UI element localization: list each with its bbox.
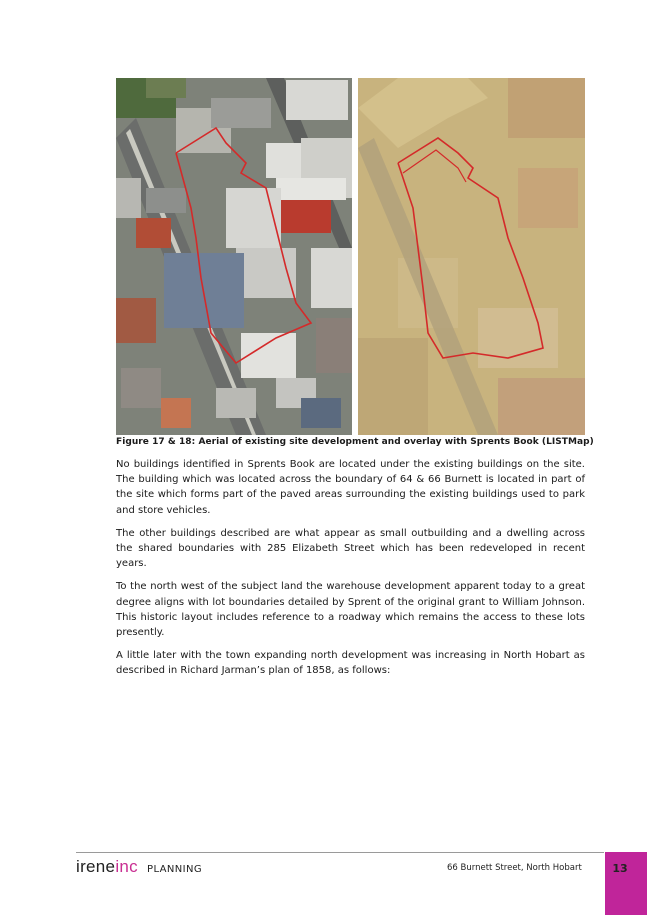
footer-address: 66 Burnett Street, North Hobart (447, 863, 582, 873)
brand-planning: PLANNING (147, 864, 203, 875)
figure (116, 78, 585, 435)
sprents-book-overlay (358, 78, 585, 435)
aerial-photo (116, 78, 352, 435)
brand-inc: inc (115, 857, 138, 876)
page-number-tab (605, 852, 647, 915)
brand-logo (76, 857, 202, 877)
body-text (116, 457, 585, 687)
figure-caption: Figure 17 & 18: Aerial of existing site development and overlay with Sprents Book (LISTMap) (116, 437, 594, 447)
paragraph: To the north west of the subject land the warehouse development apparent today to a great degree aligns with lot boundaries detailed by Sprent of the original grant to William Johnson. This historic layout includes reference to a roadway which remains the access to these lots presently. (116, 581, 585, 639)
paragraph: A little later with the town expanding north development was increasing in North Hobart as described in Richard Jarman’s plan of 1858, as follows: (116, 650, 585, 677)
paragraph: The other buildings described are what appear as small outbuilding and a dwelling across the shared boundaries with 285 Elizabeth Street which has been redeveloped in recent years. (116, 527, 585, 570)
brand-irene: irene (76, 857, 116, 876)
footer-divider (76, 852, 604, 853)
paragraph: No buildings identified in Sprents Book are located under the existing buildings on the site. The building which was located across the boundary of 64 & 66 Burnett is located in part of the site which forms part of the paved areas surrounding the existing buildings used to park and store vehicles. (116, 459, 585, 516)
page-number: 13 (612, 862, 628, 875)
